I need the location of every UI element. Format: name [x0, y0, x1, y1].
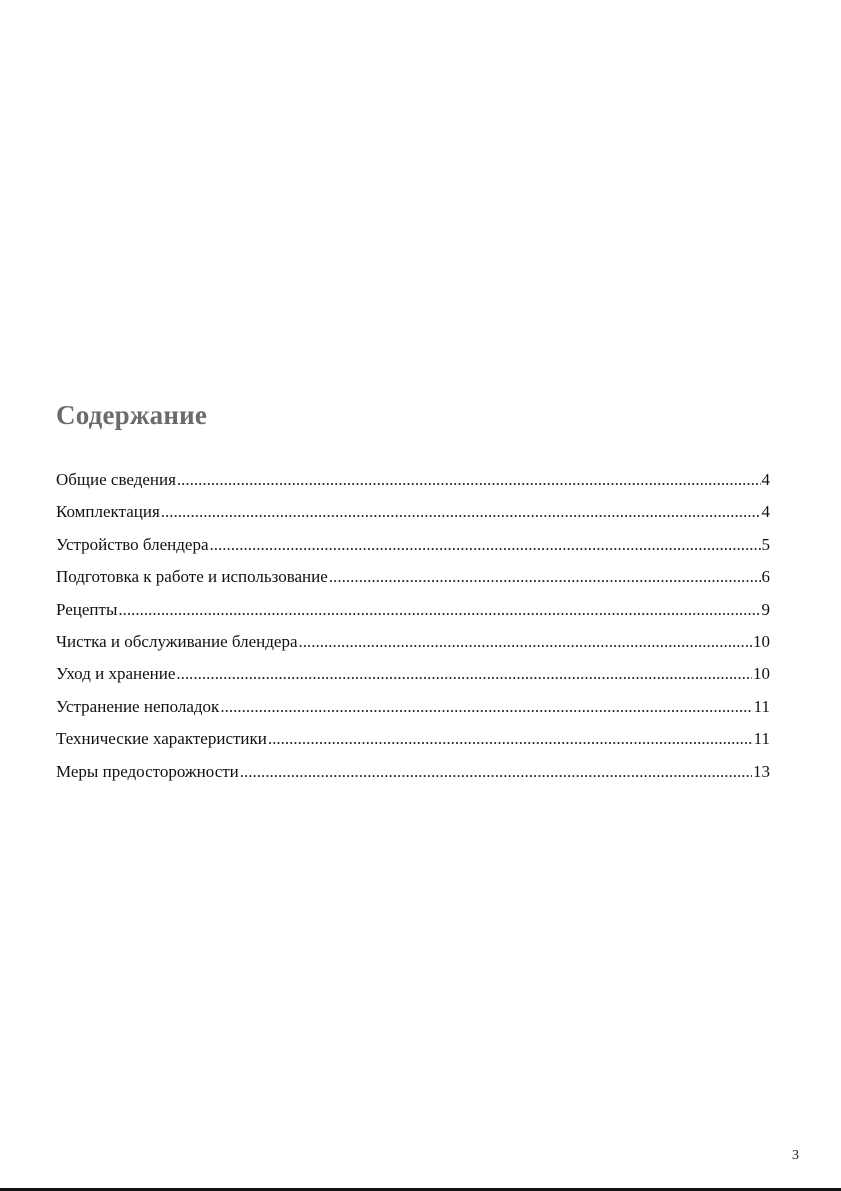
toc-entry[interactable] [56, 756, 770, 788]
toc-entry[interactable] [56, 594, 770, 626]
toc-entry-label: Подготовка к работе и использование [56, 567, 328, 587]
toc-entry-page: 10 [753, 631, 770, 651]
toc-dot-leader [210, 529, 761, 561]
toc-entry-label: Меры предосторожности [56, 761, 239, 781]
toc-entry[interactable] [56, 626, 770, 658]
toc-entry[interactable] [56, 658, 770, 690]
page-number: 3 [792, 1148, 799, 1163]
toc-entry-page: 13 [753, 761, 770, 781]
toc-entry-label: Уход и хранение [56, 664, 176, 684]
toc-entry-label: Устранение неполадок [56, 696, 220, 716]
toc-entry[interactable] [56, 496, 770, 528]
toc-entry-page: 6 [761, 567, 770, 587]
toc-entry[interactable] [56, 529, 770, 561]
toc-dot-leader [176, 658, 752, 690]
toc-entry-page: 4 [761, 470, 770, 489]
toc-dot-leader [118, 594, 760, 626]
toc-title: Содержание [56, 400, 208, 430]
toc-entry-page: 4 [761, 502, 770, 522]
toc-entry[interactable] [56, 561, 770, 593]
toc-entry[interactable] [56, 464, 770, 496]
toc-entry-page: 11 [753, 696, 770, 716]
toc-entry-label: Технические характеристики [56, 729, 267, 749]
toc-entry-label: Комплектация [56, 502, 160, 522]
toc-dot-leader [161, 496, 761, 528]
toc-dot-leader [240, 756, 752, 788]
toc-dot-leader [177, 464, 761, 496]
toc-entry[interactable] [56, 691, 770, 723]
toc-entry-label: Чистка и обслуживание блендера [56, 631, 298, 651]
toc-entry-page: 10 [753, 664, 770, 684]
toc-entry-label: Рецепты [56, 599, 118, 619]
toc-list [56, 464, 770, 788]
toc-dot-leader [299, 626, 753, 658]
toc-entry-label: Общие сведения [56, 470, 176, 489]
toc-entry[interactable] [56, 723, 770, 755]
toc-entry-page: 5 [761, 534, 770, 554]
toc-dot-leader [268, 723, 753, 755]
toc-entry-label: Устройство блендера [56, 534, 209, 554]
toc-dot-leader [329, 561, 761, 593]
toc-dot-leader [220, 691, 752, 723]
toc-entry-page: 9 [761, 599, 770, 619]
toc-entry-page: 11 [753, 729, 770, 749]
